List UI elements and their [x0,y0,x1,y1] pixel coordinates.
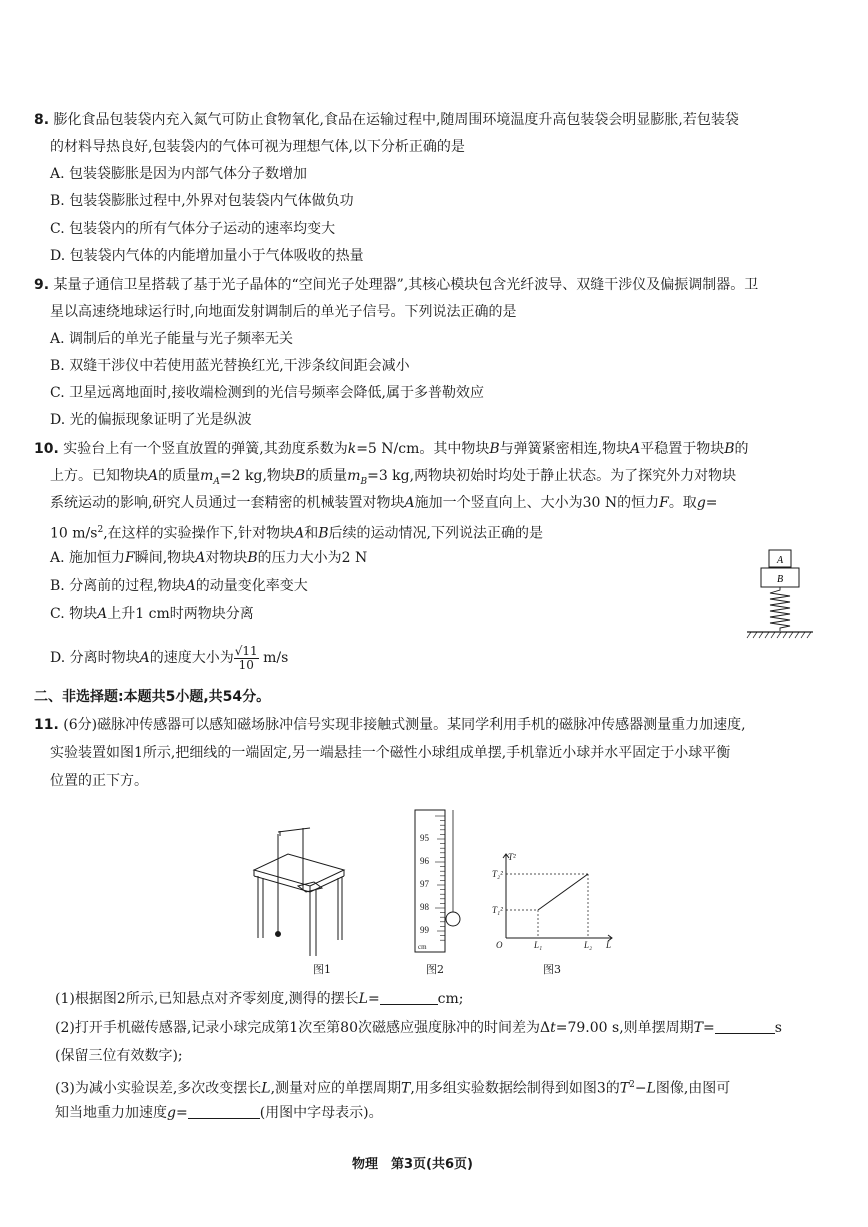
q8-stem-text-1: 膨化食品包装袋内充入氮气可防止食物氧化,食品在运输过程中,随周围环境温度升高包装袋会明显膨胀,若包装袋 [53,112,739,128]
y-value-t2: T₂² [492,869,503,879]
q8-stem-line-2: 的材料导热良好,包装袋内的气体可视为理想气体,以下分析正确的是 [50,139,465,155]
figure-1-caption: 图1 [313,963,331,976]
answer-blank-length[interactable] [380,990,438,1005]
figure-2-ruler [412,808,472,956]
table-top [254,854,344,886]
page-footer: 物理 第3页(共6页) [352,1157,473,1172]
section-2-heading: 二、非选择题:本题共5小题,共54分。 [34,689,271,705]
ruler-unit-label: cm [418,943,427,951]
answer-blank-period[interactable] [715,1019,775,1034]
figure-2-caption: 图2 [426,963,444,976]
q9-option-d: D. 光的偏振现象证明了光是纵波 [50,412,252,428]
block-a-label: A [776,555,784,566]
ground-hatch [747,632,811,638]
ruler-tick-label-98: 98 [420,902,429,912]
blocks-spring-figure [745,548,815,643]
ruler-tick-label-96: 96 [420,856,429,866]
q9-stem-line-1 [34,276,758,294]
q10-option-a: A. 施加恒力F瞬间,物块A对物块B的压力大小为2 N [50,550,368,566]
figure-3-graph [492,846,622,956]
q9-number: 9. [34,277,50,293]
guide-lines [506,874,588,938]
q8-option-b: B. 包装袋膨胀过程中,外界对包装袋内气体做负功 [50,193,354,209]
ruler-ticks [435,816,445,940]
q10-stem-line-2: 上方。已知物块A的质量$m_A=2$ kg,物块B的质量$m_B=3$ kg,两物块初始时均处于静止状态。为了探究外力对物块 [50,468,737,487]
q10-option-c: C. 物块A上升1 cm时两物块分离 [50,606,254,622]
q8-option-a: A. 包装袋膨胀是因为内部气体分子数增加 [50,166,308,182]
q10-stem-line-1: 10. 实验台上有一个竖直放置的弹簧,其劲度系数为k=5 N/cm。其中物块B与弹簧紧密相连,物块A平稳置于物块B的 [34,441,749,457]
q10-stem-line-4: 10 $m/s^2$,在这样的实验操作下,针对物块A和B后续的运动情况,下列说法正确的是 [50,525,543,542]
q9-stem-text-1: 某量子通信卫星搭载了基于光子晶体的“空间光子处理器”,其核心模块包含光纤波导、双缝干涉仪及偏振调制器。卫 [53,277,759,293]
q8-option-d: D. 包装袋内气体的内能增加量小于气体吸收的热量 [50,248,364,264]
q10-number: 10. [34,441,59,457]
origin-label: O [496,940,503,950]
q10-stem-line-3: 系统运动的影响,研究人员通过一套精密的机械装置对物块A施加一个竖直向上、大小为30 N的恒力F。取g= [50,495,718,511]
q11-part-1: (1)根据图2所示,已知悬点对齐零刻度,测得的摆长L= cm; [55,991,464,1007]
ruler-tick-label-97: 97 [420,879,429,889]
figure-1-pendulum-apparatus [248,820,348,960]
q9-option-a: A. 调制后的单光子能量与光子频率无关 [50,331,294,347]
q11-number: 11. [34,717,59,733]
q11-stem-line-2: 实验装置如图1所示,把细线的一端固定,另一端悬挂一个磁性小球组成单摆,手机靠近小球并水平固定于小球平衡 [50,745,731,761]
q11-part-2-line-2: (保留三位有效数字); [55,1048,183,1064]
q10-option-d: D. 分离时物块A的速度大小为 $\frac{√11}{10}$ m/s [50,643,289,672]
x-axis-label: L [606,940,612,950]
q11-stem-line-1 [34,716,746,734]
figure-3-caption: 图3 [543,963,561,976]
q8-option-c: C. 包装袋内的所有气体分子运动的速率均变大 [50,221,336,237]
stand-arm [278,828,310,832]
y-value-t1: T₁² [492,905,503,915]
q10-option-b: B. 分离前的过程,物块A的动量变化率变大 [50,578,308,594]
q11-part-3: (3)为减小实验误差,多次改变摆长L,测量对应的单摆周期T,用多组实验数据绘制得到如图3的$T^2-L$图像,由图可 [55,1080,731,1097]
x-value-l1: L₁ [534,940,543,950]
velocity-fraction: $\frac{√11}{10}$ [234,643,258,672]
ruler-tick-label-99: 99 [420,925,429,935]
q11-stem-text-1: (6分)磁脉冲传感器可以感知磁场脉冲信号实现非接触式测量。某同学利用手机的磁脉冲传感器测量重力加速度, [63,717,746,733]
pendulum-ball [276,932,281,937]
q8-stem-line-1 [34,111,739,129]
pendulum-ball [446,912,460,926]
block-b-label: B [776,574,784,585]
answer-blank-gravity[interactable] [188,1104,260,1119]
spring [770,587,790,631]
q11-part-2: (2)打开手机磁传感器,记录小球完成第1次至第80次磁感应强度脉冲的时间差为Δt=79.00 s,则单摆周期T= s [55,1020,782,1036]
q11-stem-line-3: 位置的正下方。 [50,773,148,789]
y-axis-label: T² [508,852,516,862]
data-line [538,874,588,910]
ruler-tick-label-95: 95 [420,833,429,843]
x-value-l2: L₂ [584,940,593,950]
q9-option-b: B. 双缝干涉仪中若使用蓝光替换红光,干涉条纹间距会减小 [50,358,410,374]
q9-stem-line-2: 星以高速绕地球运行时,向地面发射调制后的单光子信号。下列说法正确的是 [50,304,517,320]
q9-option-c: C. 卫星远离地面时,接收端检测到的光信号频率会降低,属于多普勒效应 [50,385,485,401]
q11-part-3-line-2: 知当地重力加速度g= (用图中字母表示)。 [55,1105,383,1121]
q8-number: 8. [34,112,50,128]
